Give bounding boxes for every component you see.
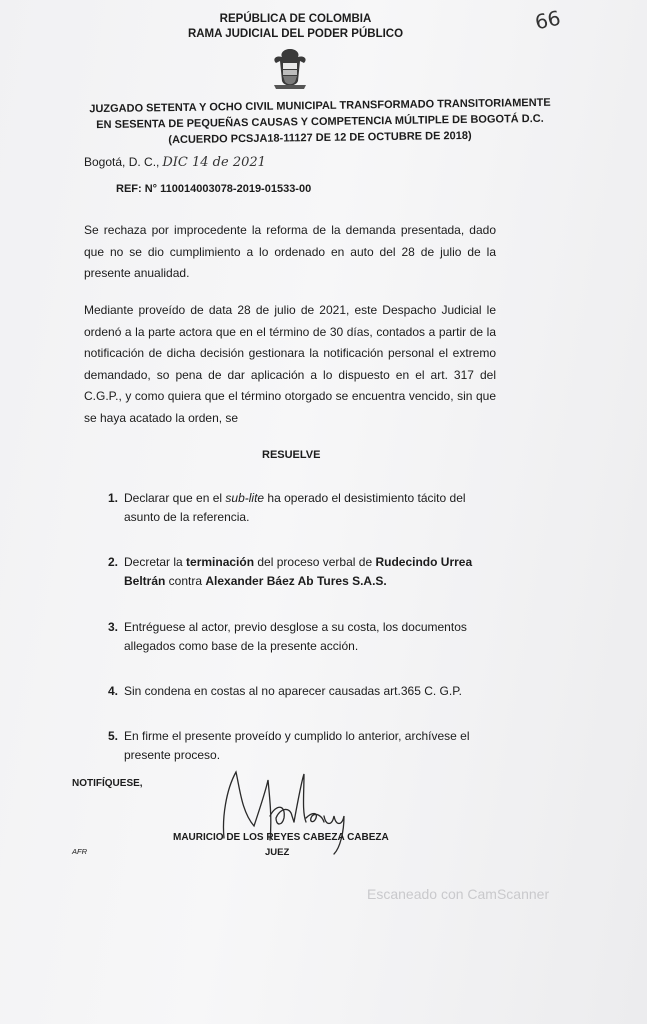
page-number-handwritten: 66 [532, 5, 563, 35]
item-number: 1. [108, 491, 119, 505]
item-number: 3. [108, 620, 119, 634]
item-number: 4. [108, 684, 119, 698]
date-line [84, 155, 266, 170]
city: Bogotá, D. C., [84, 155, 160, 169]
item-text: Entréguese al actor, previo desglose a su costa, los documentos allegados como base de la presente acción. [124, 620, 467, 653]
republic-heading: REPÚBLICA DE COLOMBIA [219, 13, 372, 25]
resolution-item [108, 489, 493, 527]
reference-number: REF: N° 110014003078-2019-01533-00 [116, 183, 312, 195]
court-name-line1: JUZGADO SETENTA Y OCHO CIVIL MUNICIPAL TRANSFORMADO TRANSITORIAMENTE [89, 96, 551, 116]
resolution-item [108, 618, 493, 656]
clerk-initials: AFR [72, 847, 87, 856]
resolve-heading: RESUELVE [262, 449, 321, 461]
notify-closing: NOTIFÍQUESE, [72, 778, 143, 789]
paragraph-rejection: Se rechaza por improcedente la reforma de la demanda presentada, dado que no se dio cumplimiento a lo ordenado en auto del 28 de julio de la presente anualidad. [84, 223, 496, 280]
item-number: 2. [108, 555, 119, 569]
branch-heading: RAMA JUDICIAL DEL PODER PÚBLICO [187, 28, 404, 40]
item-number: 5. [108, 729, 119, 743]
signature-icon [210, 760, 370, 860]
coat-of-arms-icon [270, 47, 310, 91]
court-agreement: (ACUERDO PCSJA18-11127 DE 12 DE OCTUBRE DE 2018) [168, 129, 472, 147]
item-text: En firme el presente proveído y cumplido lo anterior, archívese el presente proceso. [124, 729, 470, 762]
camscanner-watermark: Escaneado con CamScanner [367, 886, 550, 902]
item-text: Decretar la terminación del proceso verbal de Rudecindo Urrea Beltrán contra Alexander Báez Ab Tures S.A.S. [124, 555, 473, 588]
judge-name: MAURICIO DE LOS REYES CABEZA CABEZA [173, 832, 389, 843]
court-name-line2: EN SESENTA DE PEQUEÑAS CAUSAS Y COMPETENCIA MÚLTIPLE DE BOGOTÁ D.C. [96, 112, 544, 132]
item-text: Declarar que en el sub-lite ha operado el desistimiento tácito del asunto de la referencia. [124, 491, 466, 524]
resolution-item [108, 682, 493, 701]
judge-title: JUEZ [265, 847, 290, 858]
paragraph-background: Mediante proveído de data 28 de julio de 2021, este Despacho Judicial le ordenó a la parte actora que en el término de 30 días, contados a partir de la notificación de dicha decisión gestionara la notificación personal el extremo demandado, so pena de dar aplicación a lo dispuesto en el art. 317 del C.G.P., y como quiera que el término otorgado se encuentra vencido, sin que se haya acatado la orden, se [84, 303, 496, 425]
handwritten-date: DIC 14 de 2021 [162, 155, 266, 170]
resolution-item [108, 553, 493, 591]
item-text: Sin condena en costas al no aparecer causadas art.365 C. G.P. [124, 684, 462, 698]
